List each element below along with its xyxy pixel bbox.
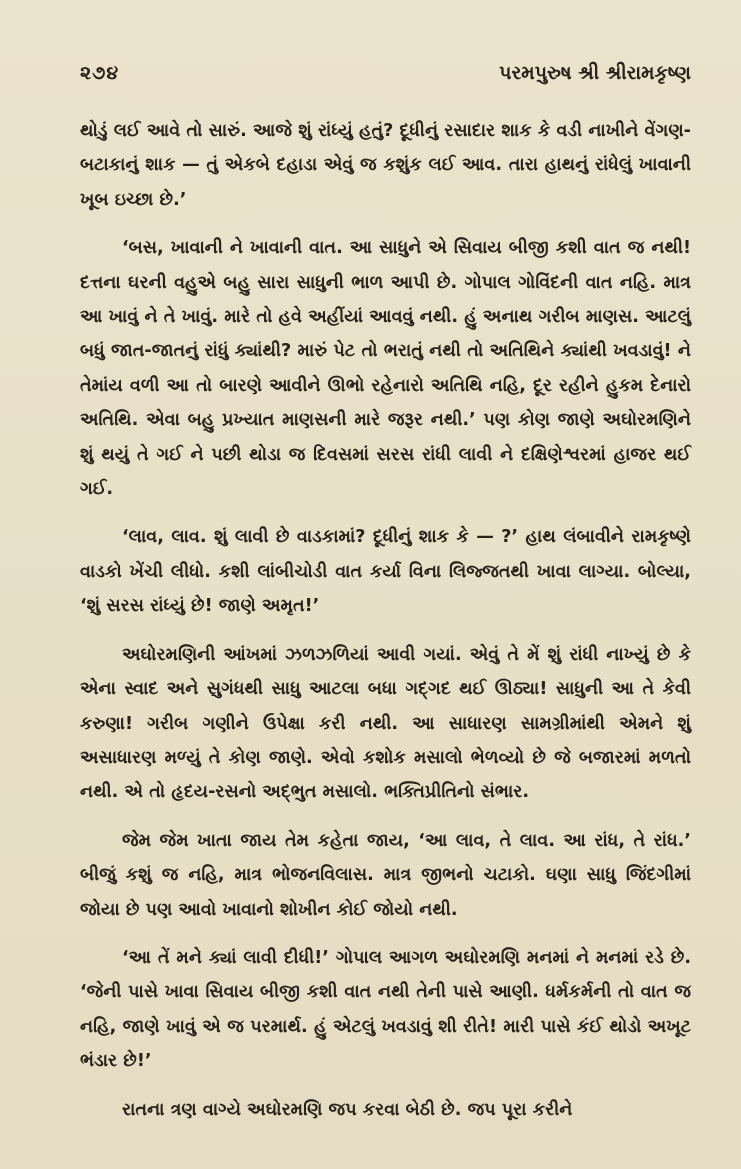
paragraph-5: જેમ જેમ ખાતા જાય તેમ કહેતા જાય, ‘આ લાવ, તે લાવ. આ રાંધ, તે રાંધ.’ બીજું કશું જ નહિ, માત્ર ભોજનવિલાસ. માત્ર જીભનો ચટાકો. ઘણા સાધુ જિંદગીમાં જોયા છે પણ આવો ખાવાનો શોખીન કોઈ જોયો નથી.: [80, 830, 691, 920]
paragraph-2: ‘બસ, ખાવાની ને ખાવાની વાત. આ સાધુને એ સિવાય બીજી કશી વાત જ નથી! દત્તના ઘરની વહુએ બહુ સારા સાધુની ભાળ આપી છે. ગોપાલ ગોવિંદની વાત નહિ. માત્ર આ ખાવું ને તે ખાવું. મારે તો હવે અહીંયાં આવવું નથી. હું અનાથ ગરીબ માણસ. આટલું બધું જાત-જાતનું રાંધું ક્યાંથી? મારું પેટ તો ભરાતું નથી તો અતિથિને ક્યાંથી ખવડાવું! ને તેમાંય વળી આ તો બારણે આવીને ઊભો રહેનારો અતિથિ નહિ, દૂર રહીને હુકમ દેનારો અતિથિ. એવા બહુ પ્રખ્યાત માણસની મારે જરૂર નથી.’ પણ કોણ જાણે અઘોરમણિને શું થયું તે ગઈ ને પછી થોડા જ દિવસમાં સરસ રાંધી લાવી ને દક્ષિણેશ્વરમાં હાજર થઈ ગઈ.: [80, 238, 691, 500]
running-head: [80, 62, 691, 84]
paragraph-7: રાતના ત્રણ વાગ્યે અઘોરમણિ જપ કરવા બેઠી છે. જપ પૂરા કરીને: [122, 1099, 573, 1120]
paragraph-1: થોડું લઈ આવે તો સારું. આજે શું રાંધ્યું હતું? દૂધીનું રસાદાર શાક કે વડી નાખીને વેંગણ-બટાકાનું શાક — તું એકબે દહાડા એવું જ કશુંક લઈ આવ. તારા હાથનું રાંધેલું ખાવાની ખૂબ ઇચ્છા છે.’: [80, 121, 691, 210]
paragraph-3: ‘લાવ, લાવ. શું લાવી છે વાડકામાં? દૂધીનું શાક કે — ?’ હાથ લંબાવીને રામકૃષ્ણે વાડકો ખેંચી લીધો. કશી લાંબીચોડી વાત કર્યા વિના લિજ્જતથી ખાવા લાગ્યા. બોલ્યા, ‘શું સરસ રાંધ્યું છે! જાણે અમૃત!’: [80, 527, 691, 617]
paragraph-6: ‘આ તેં મને ક્યાં લાવી દીધી!’ ગોપાલ આગળ અઘોરમણિ મનમાં ને મનમાં રડે છે. ‘જેની પાસે ખાવા સિવાય બીજી કશી વાત નથી તેની પાસે આણી. ધર્મકર્મની તો વાત જ નહિ, જાણે ખાવું એ જ પરમાર્થ. હું એટલું ખવડાવું શી રીતે! મારી પાસે કંઈ થોડો અખૂટ ભંડાર છે!’: [80, 947, 691, 1072]
running-title: પરમપુરુષ શ્રી શ્રીરામકૃષ્ણ: [499, 62, 691, 84]
body-text: [80, 114, 691, 1127]
paragraph-4: અઘોરમણિની આંખમાં ઝળઝળિયાં આવી ગયાં. એવું તે મેં શું રાંધી નાખ્યું છે કે એના સ્વાદ અને સુગંધથી સાધુ આટલા બધા ગદ્‌ગદ થઈ ઊઠ્યા! સાધુની આ તે કેવી કરુણા! ગરીબ ગણીને ઉપેક્ષા કરી નથી. આ સાધારણ સામગ્રીમાંથી એમને શું અસાધારણ મળ્યું તે કોણ જાણે. એવો કશોક મસાલો ભેળવ્યો છે જે બજારમાં મળતો નથી. એ તો હૃદય-રસનો અદ્‌ભુત મસાલો. ભક્તિપ્રીતિનો સંભાર.: [80, 644, 691, 803]
page-number: ૨૭૪: [80, 62, 120, 84]
